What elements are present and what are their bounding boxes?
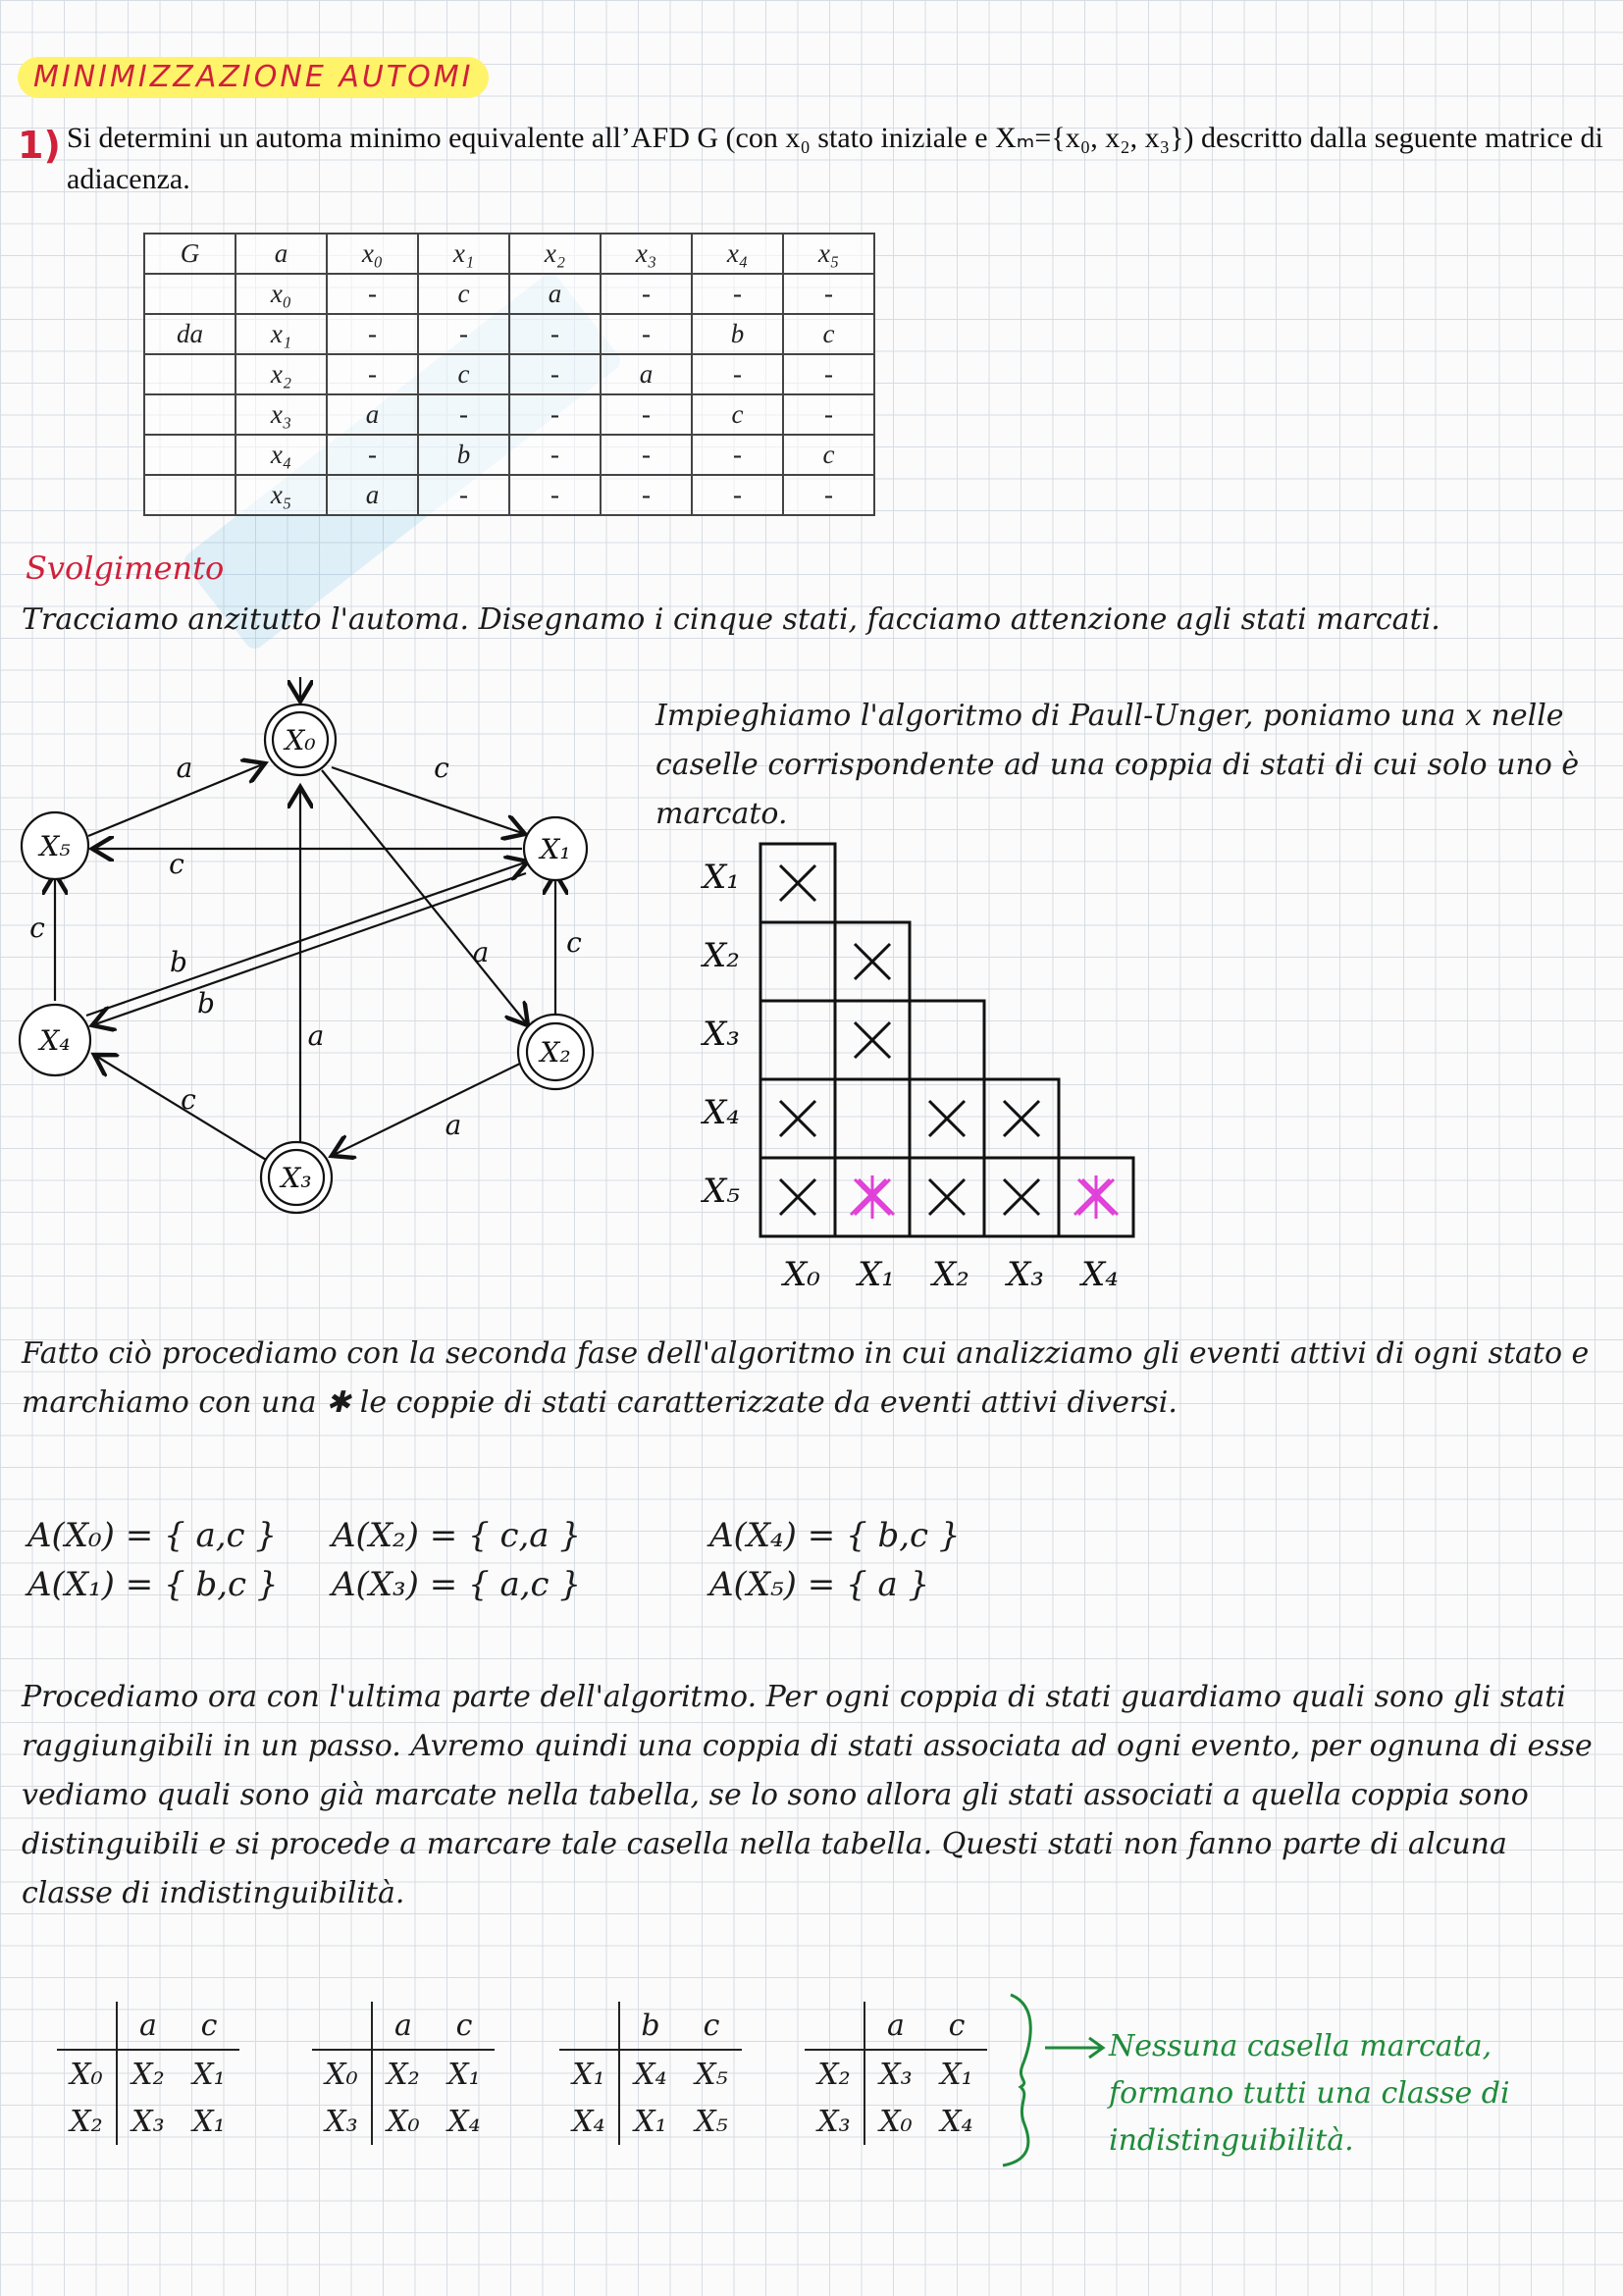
table-cell: - <box>601 314 692 354</box>
active-event: A(X₀) = { a,c } <box>27 1516 278 1555</box>
state-cell: X₅ <box>695 2104 728 2139</box>
edge-label: c <box>566 926 582 959</box>
table-cell: - <box>601 274 692 314</box>
event-header: a <box>864 2002 926 2050</box>
state-cell: X₃ <box>879 2057 913 2092</box>
table-cell: - <box>601 475 692 515</box>
state-cell: X₁ <box>559 2050 619 2098</box>
state-cell: X₃ <box>805 2098 864 2145</box>
edge-label: c <box>434 752 449 784</box>
table-cell: c <box>418 354 509 394</box>
triangle-cell <box>910 1001 984 1079</box>
table-cell: da <box>144 314 236 354</box>
x-mark <box>1004 1179 1039 1215</box>
edge-label: c <box>169 848 184 880</box>
edge-x0-x2 <box>322 770 528 1025</box>
table-cell: - <box>418 314 509 354</box>
table-header-row <box>144 234 874 274</box>
event-header: b <box>619 2002 681 2050</box>
exercise-text: Si determini un automa minimo equivalente all’AFD G (con x₀ stato iniziale e Xₘ={x₀, x₂, x₃}) descritto dalla seguente matrice di adiacenza. <box>67 122 1603 195</box>
table-header-cell: x₀ <box>327 234 418 274</box>
table-cell: - <box>327 274 418 314</box>
table-cell: c <box>783 435 874 475</box>
brace-arrow <box>991 1987 1119 2173</box>
table-cell: - <box>692 274 783 314</box>
col-label: X₃ <box>1007 1255 1044 1294</box>
table-cell: x₀ <box>236 274 327 314</box>
active-event: A(X₂) = { c,a } <box>332 1516 582 1555</box>
state-cell: X₃ <box>312 2098 372 2145</box>
pair-table <box>805 2002 987 2145</box>
edge-label: a <box>472 936 490 968</box>
edge-label: b <box>170 946 187 978</box>
phase3-paragraph: Procediamo ora con l'ultima parte dell'algoritmo. Per ogni coppia di stati guardiamo quali sono gli stati raggiungibili in un passo. Avremo quindi una coppia di stati associata ad ogni evento, per ognuna di esse vediamo quali sono già marcate nella tabella, se lo sono allora gli stati associati a quella coppia sono distinguibili e si procede a marcare tale casella nella tabella. Questi stati non fanno parte di alcuna classe di indistinguibilità. <box>22 1680 1593 1910</box>
table-cell: - <box>692 354 783 394</box>
x-mark <box>780 865 815 901</box>
state-cell: X₄ <box>940 2104 973 2139</box>
table-header-cell: x₄ <box>692 234 783 274</box>
table-header-cell: x₂ <box>509 234 601 274</box>
state-cell: X₂ <box>57 2098 117 2145</box>
event-header: c <box>179 2002 239 2050</box>
table-row <box>144 475 874 515</box>
state-label: X₁ <box>540 833 571 865</box>
edge-label: b <box>197 987 215 1019</box>
table-row <box>144 274 874 314</box>
table-row <box>144 354 874 394</box>
table-row <box>144 314 874 354</box>
state-cell: X₃ <box>131 2104 165 2139</box>
triangle-cell <box>835 1079 910 1158</box>
triangle-cell <box>760 1001 835 1079</box>
table-cell <box>144 435 236 475</box>
row-label: X₂ <box>703 936 740 975</box>
pair-table <box>559 2002 742 2145</box>
edge-label: a <box>445 1109 462 1141</box>
row-label: X₄ <box>703 1093 740 1132</box>
table-cell <box>144 475 236 515</box>
table-cell: - <box>327 314 418 354</box>
magenta-star-mark <box>1074 1175 1118 1219</box>
active-events <box>27 1516 1597 1634</box>
x-mark <box>780 1179 815 1215</box>
state-label: X₀ <box>285 724 316 757</box>
table-cell: - <box>692 475 783 515</box>
state-cell: X₂ <box>805 2050 864 2098</box>
table-cell <box>144 274 236 314</box>
row-label: X₁ <box>703 858 740 897</box>
state-cell: X₁ <box>192 2057 226 2092</box>
table-cell: a <box>327 394 418 435</box>
table-row <box>144 435 874 475</box>
table-cell: x₅ <box>236 475 327 515</box>
state-cell: X₄ <box>634 2057 667 2092</box>
exercise-number: 1) <box>18 124 61 167</box>
phase2-paragraph: Fatto ciò procediamo con la seconda fase dell'algoritmo in cui analizziamo gli eventi attivi di ogni stato e marchiamo con una ✱ le coppie di stati caratterizzate da eventi attivi diversi. <box>22 1336 1590 1420</box>
x-mark <box>1004 1101 1039 1136</box>
event-header: a <box>372 2002 434 2050</box>
edge-x4-x1 <box>86 861 528 1016</box>
table-cell: - <box>783 394 874 435</box>
active-event: A(X₁) = { b,c } <box>27 1565 279 1604</box>
table-header-cell: x₃ <box>601 234 692 274</box>
automaton-diagram <box>0 677 628 1226</box>
table-cell: x₄ <box>236 435 327 475</box>
table-cell: x₂ <box>236 354 327 394</box>
state-label: X₂ <box>540 1036 571 1069</box>
state-cell: X₂ <box>131 2057 165 2092</box>
state-cell: X₀ <box>387 2104 420 2139</box>
table-cell: c <box>783 314 874 354</box>
edge-x2-x3 <box>332 1060 528 1156</box>
state-cell: X₂ <box>387 2057 420 2092</box>
magenta-star-mark <box>851 1175 894 1219</box>
state-cell: X₅ <box>695 2057 728 2092</box>
paull-unger-table <box>677 824 1168 1305</box>
edge-label: c <box>181 1083 196 1116</box>
active-event: A(X₃) = { a,c } <box>332 1565 582 1604</box>
table-cell: b <box>692 314 783 354</box>
row-label: X₅ <box>703 1172 740 1211</box>
table-cell: - <box>327 435 418 475</box>
active-event: A(X₅) = { a } <box>709 1565 930 1604</box>
solution-heading: Svolgimento <box>26 549 225 587</box>
table-cell: x₃ <box>236 394 327 435</box>
table-cell: a <box>327 475 418 515</box>
table-cell: - <box>509 475 601 515</box>
event-header: c <box>681 2002 742 2050</box>
table-cell: - <box>783 475 874 515</box>
table-cell: - <box>783 274 874 314</box>
table-cell: c <box>692 394 783 435</box>
event-header: a <box>117 2002 179 2050</box>
x-mark <box>929 1101 965 1136</box>
table-cell: - <box>692 435 783 475</box>
adjacency-table <box>143 233 875 516</box>
x-mark <box>855 1022 890 1058</box>
table-cell: b <box>418 435 509 475</box>
algorithm-note: Impieghiamo l'algoritmo di Paull-Unger, poniamo una x nelle caselle corrispondente ad una coppia di stati di cui solo uno è marcato. <box>655 699 1580 831</box>
x-mark <box>780 1101 815 1136</box>
table-cell: - <box>509 314 601 354</box>
triangle-cell <box>760 922 835 1001</box>
state-cell: X₁ <box>940 2057 973 2092</box>
col-label: X₄ <box>1081 1255 1119 1294</box>
state-cell: X₀ <box>312 2050 372 2098</box>
table-cell: - <box>418 394 509 435</box>
table-cell: x₁ <box>236 314 327 354</box>
table-cell: - <box>509 394 601 435</box>
state-label: X₅ <box>39 830 71 862</box>
table-cell: - <box>601 435 692 475</box>
x-mark <box>855 944 890 979</box>
event-header: c <box>434 2002 495 2050</box>
state-cell: X₀ <box>57 2050 117 2098</box>
table-header-cell: a <box>236 234 327 274</box>
table-cell: c <box>418 274 509 314</box>
intro-paragraph: Tracciamo anzitutto l'automa. Disegnamo i cinque stati, facciamo attenzione agli stati marcati. <box>22 602 1440 637</box>
table-cell: - <box>327 354 418 394</box>
state-cell: X₄ <box>559 2098 619 2145</box>
state-cell: X₄ <box>447 2104 481 2139</box>
table-header-cell: G <box>144 234 236 274</box>
table-header-cell: x₅ <box>783 234 874 274</box>
event-header: c <box>926 2002 987 2050</box>
edge-label: a <box>176 752 193 784</box>
state-cell: X₀ <box>879 2104 913 2139</box>
table-cell <box>144 354 236 394</box>
col-label: X₀ <box>783 1255 820 1294</box>
state-cell: X₁ <box>447 2057 481 2092</box>
row-label: X₃ <box>703 1015 740 1054</box>
table-cell <box>144 394 236 435</box>
state-label: X₄ <box>39 1024 71 1057</box>
state-label: X₃ <box>281 1162 312 1194</box>
state-cell: X₁ <box>192 2104 226 2139</box>
table-cell: - <box>418 475 509 515</box>
x-mark <box>929 1179 965 1215</box>
conclusion-text: Nessuna casella marcata, formano tutti una classe di indistinguibilità. <box>1109 2029 1510 2158</box>
table-cell: - <box>783 354 874 394</box>
page-title: MINIMIZZAZIONE AUTOMI <box>18 57 489 98</box>
edge-label: c <box>29 912 45 944</box>
edge-x0-x1 <box>332 767 525 834</box>
active-event: A(X₄) = { b,c } <box>709 1516 961 1555</box>
table-row <box>144 394 874 435</box>
table-header-cell: x₁ <box>418 234 509 274</box>
table-cell: a <box>509 274 601 314</box>
table-cell: - <box>509 354 601 394</box>
col-label: X₂ <box>932 1255 969 1294</box>
table-cell: a <box>601 354 692 394</box>
state-cell: X₁ <box>634 2104 667 2139</box>
edge-label: a <box>307 1019 325 1052</box>
edge-x1-x4 <box>92 873 526 1025</box>
pair-table <box>57 2002 239 2145</box>
pair-table <box>312 2002 495 2145</box>
table-cell: - <box>509 435 601 475</box>
col-label: X₁ <box>858 1255 895 1294</box>
table-cell: - <box>601 394 692 435</box>
